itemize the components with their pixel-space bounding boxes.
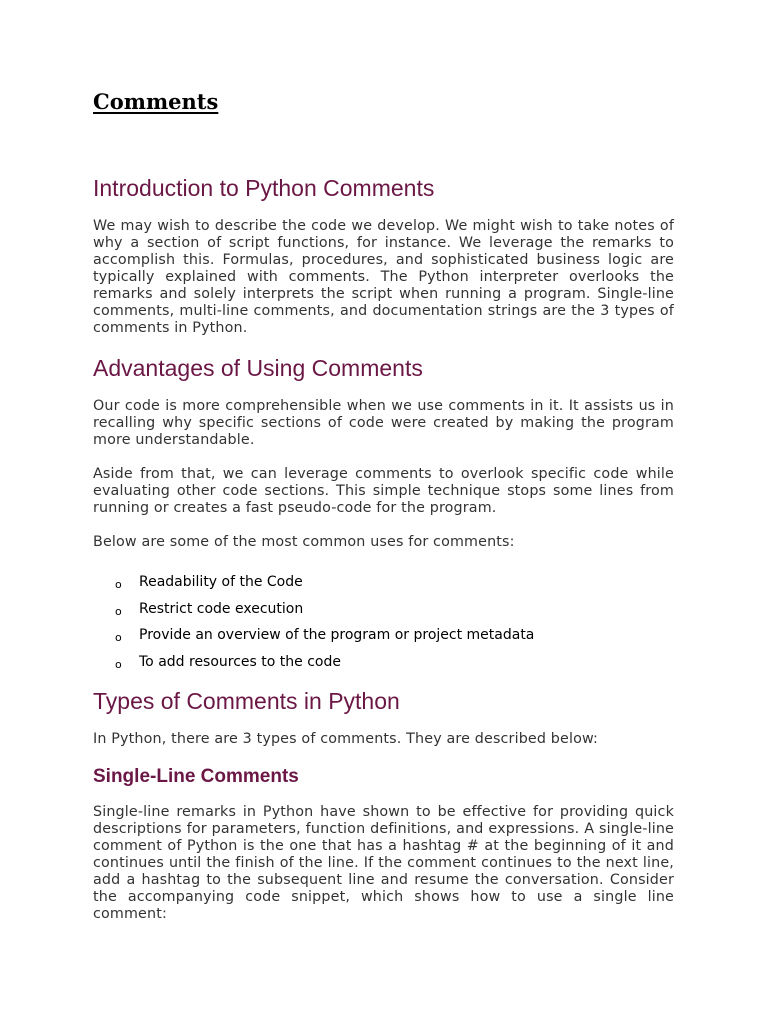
- list-item: [93, 652, 674, 679]
- list-item-text: Readability of the Code: [139, 574, 303, 590]
- intro-paragraph: We may wish to describe the code we develop. We might wish to take notes of why a section of script functions, for instance. We leverage the remarks to accomplish this. Formulas, procedures, and sophisticated business logic are typically explained with comments. The Python interpreter overlooks the remarks and solely interprets the script when running a program. Single-line comments, multi-line comments, and documentation strings are the 3 types of comments in Python.: [93, 218, 674, 336]
- advantages-heading: Advantages of Using Comments: [93, 355, 423, 381]
- bullet-icon: o: [115, 578, 122, 591]
- list-item: [93, 572, 674, 599]
- intro-heading: Introduction to Python Comments: [93, 175, 435, 201]
- document-title: Comments: [93, 89, 219, 114]
- bullet-icon: o: [115, 631, 122, 644]
- bullet-icon: o: [115, 604, 122, 618]
- list-item-text: To add resources to the code: [139, 653, 341, 670]
- advantages-paragraph-1: Our code is more comprehensible when we use comments in it. It assists us in recalling why specific sections of code were created by making the program more understandable.: [93, 398, 674, 448]
- types-heading: Types of Comments in Python: [93, 688, 400, 714]
- types-paragraph: In Python, there are 3 types of comments. They are described below:: [93, 731, 599, 747]
- list-item: [93, 599, 674, 626]
- list-item: [93, 625, 674, 652]
- advantages-paragraph-3: Below are some of the most common uses for comments:: [93, 534, 515, 550]
- single-line-heading: Single-Line Comments: [93, 766, 299, 787]
- uses-list: [93, 572, 674, 678]
- single-line-paragraph: Single-line remarks in Python have shown to be effective for providing quick descriptions for parameters, function definitions, and expressions. A single-line comment of Python is the one that has a hashtag # at the beginning of it and continues until the finish of the line. If the comment continues to the next line, add a hashtag to the subsequent line and resume the conversation. Consider the accompanying code snippet, which shows how to use a single line comment:: [93, 804, 674, 922]
- list-item-text: Restrict code execution: [139, 600, 304, 617]
- advantages-paragraph-2: Aside from that, we can leverage comments to overlook specific code while evaluating other code sections. This simple technique stops some lines from running or creates a fast pseudo-code for the program.: [93, 466, 674, 516]
- list-item-text: Provide an overview of the program or project metadata: [139, 627, 535, 643]
- bullet-icon: o: [115, 657, 122, 671]
